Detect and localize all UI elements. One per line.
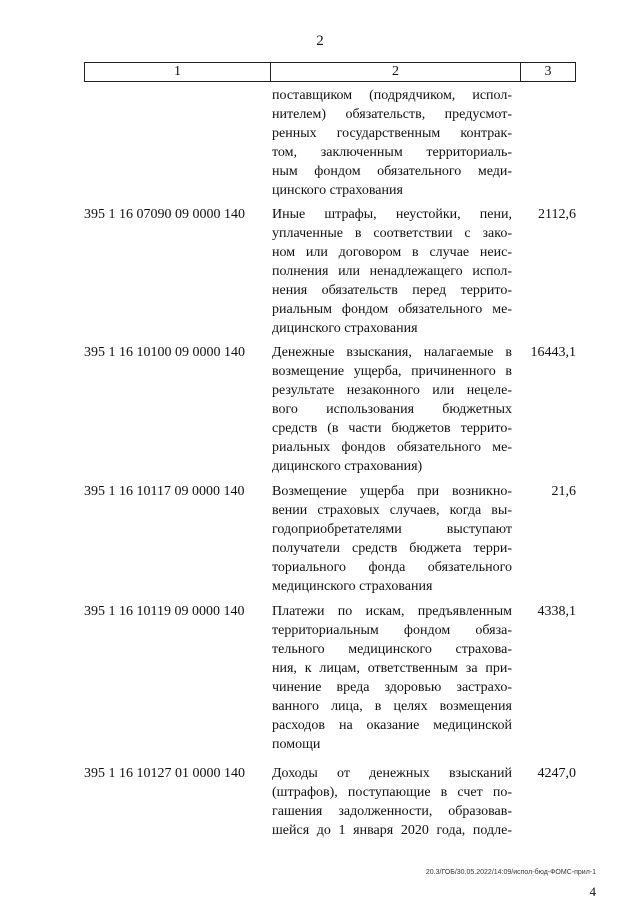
description-line: территориальным фондом обяза-	[272, 623, 512, 638]
description-line: Платежи по искам, предъявленным	[272, 604, 512, 619]
row-amount: 2112,6	[538, 207, 576, 222]
table-header	[84, 62, 576, 82]
row-description	[272, 764, 512, 840]
description-line: вении страховых случаев, когда вы-	[272, 503, 512, 518]
row-description	[272, 482, 512, 596]
row-code: 395 1 16 10100 09 0000 140	[84, 345, 245, 360]
description-line: том, заключенным территориаль-	[272, 145, 512, 160]
description-line: (штрафов), поступающие в счет по-	[272, 785, 512, 800]
description-line: Денежные взыскания, налагаемые в	[272, 345, 512, 360]
description-line: риальным фондом обязательного ме-	[272, 302, 512, 317]
description-line: вого использования бюджетных	[272, 402, 512, 417]
description-line: медицинского страхования	[272, 579, 433, 594]
description-line: нителем) обязательств, предусмот-	[272, 107, 512, 122]
description-line: Возмещение ущерба при возникно-	[272, 484, 512, 499]
description-line: ванного лица, в целях возмещения	[272, 699, 512, 714]
description-line: поставщиком (подрядчиком, испол-	[272, 88, 512, 103]
header-col-3: 3	[544, 64, 552, 79]
description-line: шейся до 1 января 2020 года, подле-	[272, 823, 512, 838]
description-line: дицинского страхования)	[272, 459, 423, 474]
description-line: ториального фонда обязательного	[272, 560, 512, 575]
page-number: 2	[316, 33, 324, 49]
description-line: расходов на оказание медицинской	[272, 718, 512, 733]
description-line: тельного медицинского страхова-	[272, 642, 512, 657]
description-line: возмещение ущерба, причиненного в	[272, 364, 512, 379]
description-line: ным фондом обязательного меди-	[272, 164, 512, 179]
description-line: ренных государственным контрак-	[272, 126, 512, 141]
description-line: риальных фондов обязательного ме-	[272, 440, 512, 455]
description-line: цинского страхования	[272, 183, 403, 198]
row-amount: 4247,0	[537, 766, 576, 781]
row-code: 395 1 16 10127 01 0000 140	[84, 766, 245, 781]
continuation-description	[272, 86, 512, 200]
description-line: полнения или ненадлежащего испол-	[272, 264, 512, 279]
description-line: Иные штрафы, неустойки, пени,	[272, 207, 512, 222]
row-code: 395 1 16 07090 09 0000 140	[84, 207, 245, 222]
description-line: ном или договором в случае неис-	[272, 245, 512, 260]
description-line: получатели средств бюджета терри-	[272, 541, 512, 556]
description-line: помощи	[272, 737, 321, 752]
header-col-1: 1	[85, 63, 271, 81]
row-amount: 21,6	[551, 484, 576, 499]
row-amount: 4338,1	[537, 604, 576, 619]
description-line: чинение вреда здоровью застрахо-	[272, 680, 512, 695]
row-amount: 16443,1	[530, 345, 576, 360]
description-line: нения обязательств перед террито-	[272, 283, 512, 298]
row-code: 395 1 16 10119 09 0000 140	[84, 604, 245, 619]
description-line: средств (в части бюджетов террито-	[272, 421, 512, 436]
description-line: результате незаконного или нецеле-	[272, 383, 512, 398]
footer-page-number: 4	[589, 884, 596, 899]
footer-document-code: 20.3/ГОБ/30.05.2022/14:09/испол-бюд-ФОМС-прил-1	[425, 869, 596, 876]
row-description	[272, 205, 512, 338]
description-line: Доходы от денежных взысканий	[272, 766, 512, 781]
header-col-2: 2	[271, 63, 521, 81]
description-line: годоприобретателями выступают	[272, 522, 512, 537]
description-line: ния, к лицам, ответственным за при-	[272, 661, 512, 676]
row-description	[272, 602, 512, 754]
description-line: уплаченные в соответствии с зако-	[272, 226, 512, 241]
description-line: дицинского страхования	[272, 321, 418, 336]
row-description	[272, 343, 512, 476]
row-code: 395 1 16 10117 09 0000 140	[84, 484, 245, 499]
description-line: гашения задолженности, образовав-	[272, 804, 512, 819]
